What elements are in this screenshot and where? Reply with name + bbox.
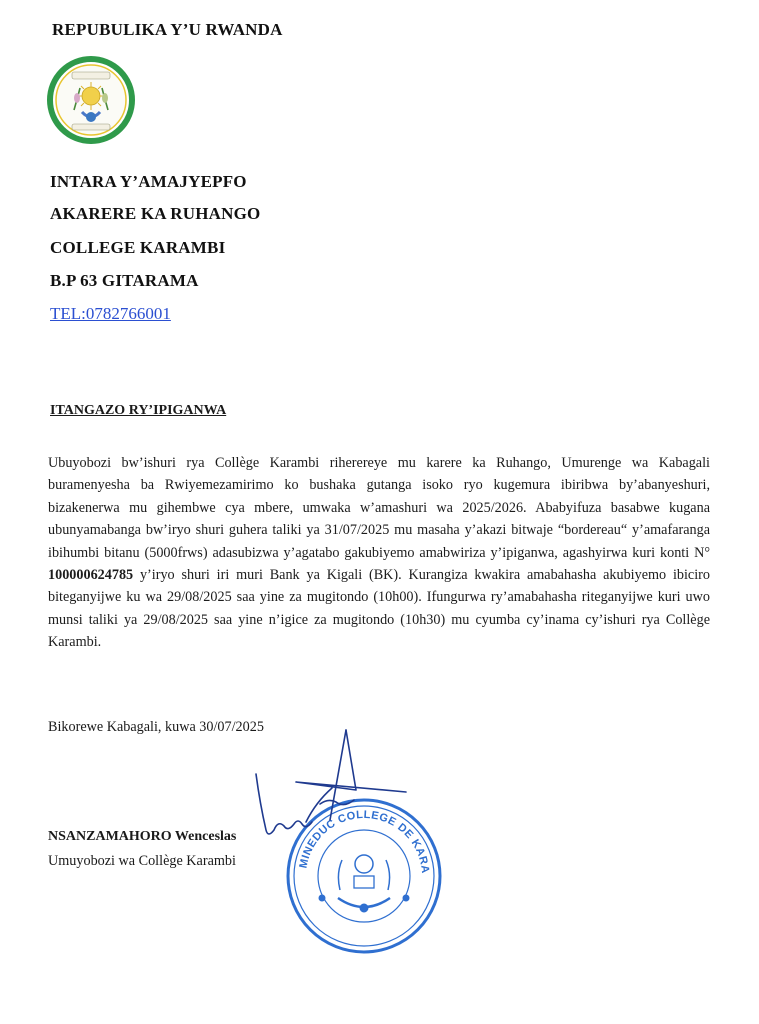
- district-heading: AKARERE KA RUHANGO: [50, 204, 261, 223]
- country-heading: REPUBULIKA Y’U RWANDA: [52, 20, 283, 39]
- account-number: 100000624785: [48, 567, 134, 584]
- signatory-title: Umuyobozi wa Collège Karambi: [48, 853, 236, 869]
- po-box: B.P 63 GITARAMA: [50, 271, 199, 290]
- telephone-link[interactable]: TEL:0782766001: [50, 304, 171, 323]
- notice-title: ITANGAZO RY’IPIGANWA: [50, 403, 227, 418]
- date-line: Bikorewe Kabagali, kuwa 30/07/2025: [48, 719, 264, 735]
- stamp-text: MINEDUC COLLEGE DE KARA: [297, 808, 432, 875]
- province-heading: INTARA Y’AMAJYEPFO: [50, 172, 247, 191]
- notice-body-part-2: y’iryo shuri iri muri Bank ya Kigali (BK). Kurangiza kwakira amabahasha akubiyemo ibiciro biteganyijwe ku wa 29/08/2025 saa yine za mugitondo (10h00). Ifungurwa ry’amabahasha riteganyijwe kuri uwo munsi taliki ya 29/08/2025 saa yine n’igice za mugitondo (10h30) mu cyumba cy’inama cy’ishuri rya Collège Karambi.: [48, 567, 710, 651]
- notice-body-part-1: Ubuyobozi bw’ishuri rya Collège Karambi riherereye mu karere ka Ruhango, Umurenge wa Kabagali buramenyesha ba Rwiyemezamirimo ko bushaka gutanga isoko ryo kugemura ibiribwa by’abanyeshuri, bizakenerwa mu gihembwe cya mbere, umwaka w’amashuri wa 2025/2026. Ababyifuza basabwe kugana ubunyamabanga bw’iryo shuri guhera taliki ya 31/07/2025 mu masaha y’akazi bitwaje “bordereau“ y’amafaranga ibihumbi bitanu (5000frws) adasubizwa y’agatabo gakubiyemo amabwiriza y’ipiganwa, agashyirwa kuri konti N°: [48, 455, 710, 561]
- rwanda-emblem-icon: [46, 54, 136, 146]
- school-heading: COLLEGE KARAMBI: [50, 238, 226, 257]
- signatory-name: NSANZAMAHORO Wenceslas: [48, 829, 237, 844]
- handwritten-signature-icon: [248, 726, 418, 846]
- notice-body: [48, 452, 710, 654]
